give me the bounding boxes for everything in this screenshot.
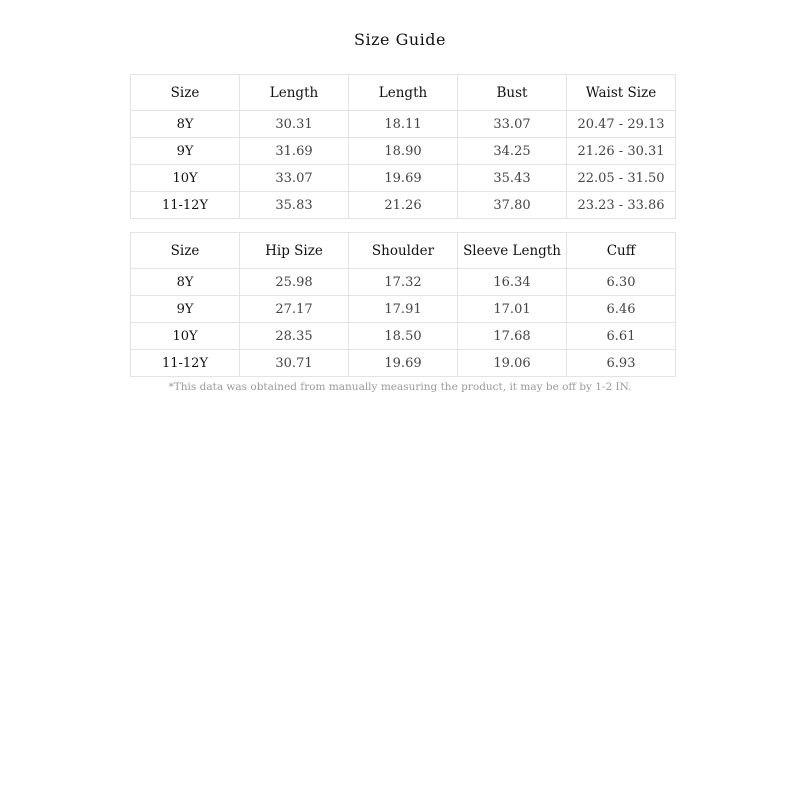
size-cell: 10Y	[131, 165, 240, 192]
page-title: Size Guide	[354, 30, 446, 49]
column-header: Hip Size	[240, 233, 349, 269]
size-table-2	[130, 232, 676, 377]
table-cell: 16.34	[458, 269, 567, 296]
table-row	[131, 192, 676, 219]
table-cell: 37.80	[458, 192, 567, 219]
size-cell: 11-12Y	[131, 192, 240, 219]
column-header: Size	[131, 75, 240, 111]
size-cell: 8Y	[131, 111, 240, 138]
table-cell: 22.05 - 31.50	[567, 165, 676, 192]
table-cell: 31.69	[240, 138, 349, 165]
table-row	[131, 269, 676, 296]
column-header: Length	[349, 75, 458, 111]
column-header: Sleeve Length	[458, 233, 567, 269]
table-cell: 17.68	[458, 323, 567, 350]
column-header: Size	[131, 233, 240, 269]
column-header: Cuff	[567, 233, 676, 269]
table-row	[131, 111, 676, 138]
table-cell: 21.26 - 30.31	[567, 138, 676, 165]
table-cell: 18.50	[349, 323, 458, 350]
table-cell: 35.83	[240, 192, 349, 219]
size-cell: 8Y	[131, 269, 240, 296]
table-cell: 6.46	[567, 296, 676, 323]
size-cell: 11-12Y	[131, 350, 240, 377]
table-row	[131, 138, 676, 165]
table-cell: 30.71	[240, 350, 349, 377]
table-cell: 30.31	[240, 111, 349, 138]
table-cell: 35.43	[458, 165, 567, 192]
table-cell: 19.69	[349, 165, 458, 192]
table-row	[131, 350, 676, 377]
table-cell: 34.25	[458, 138, 567, 165]
table-cell: 28.35	[240, 323, 349, 350]
table-row	[131, 323, 676, 350]
table-cell: 17.32	[349, 269, 458, 296]
table-row	[131, 165, 676, 192]
table-cell: 20.47 - 29.13	[567, 111, 676, 138]
table-cell: 23.23 - 33.86	[567, 192, 676, 219]
table-cell: 25.98	[240, 269, 349, 296]
table-row	[131, 296, 676, 323]
size-table-1	[130, 74, 676, 219]
table-cell: 19.06	[458, 350, 567, 377]
table-cell: 33.07	[458, 111, 567, 138]
table-cell: 18.90	[349, 138, 458, 165]
column-header: Waist Size	[567, 75, 676, 111]
size-cell: 9Y	[131, 138, 240, 165]
column-header: Length	[240, 75, 349, 111]
table-cell: 17.01	[458, 296, 567, 323]
table-cell: 18.11	[349, 111, 458, 138]
column-header: Shoulder	[349, 233, 458, 269]
table-cell: 6.61	[567, 323, 676, 350]
table-cell: 17.91	[349, 296, 458, 323]
table-header-row	[131, 233, 676, 269]
size-cell: 9Y	[131, 296, 240, 323]
table-cell: 21.26	[349, 192, 458, 219]
table-cell: 33.07	[240, 165, 349, 192]
table-cell: 6.93	[567, 350, 676, 377]
size-cell: 10Y	[131, 323, 240, 350]
table-cell: 27.17	[240, 296, 349, 323]
table-header-row	[131, 75, 676, 111]
column-header: Bust	[458, 75, 567, 111]
measurement-note: *This data was obtained from manually measuring the product, it may be off by 1-2 IN.	[168, 381, 632, 393]
table-cell: 19.69	[349, 350, 458, 377]
table-cell: 6.30	[567, 269, 676, 296]
